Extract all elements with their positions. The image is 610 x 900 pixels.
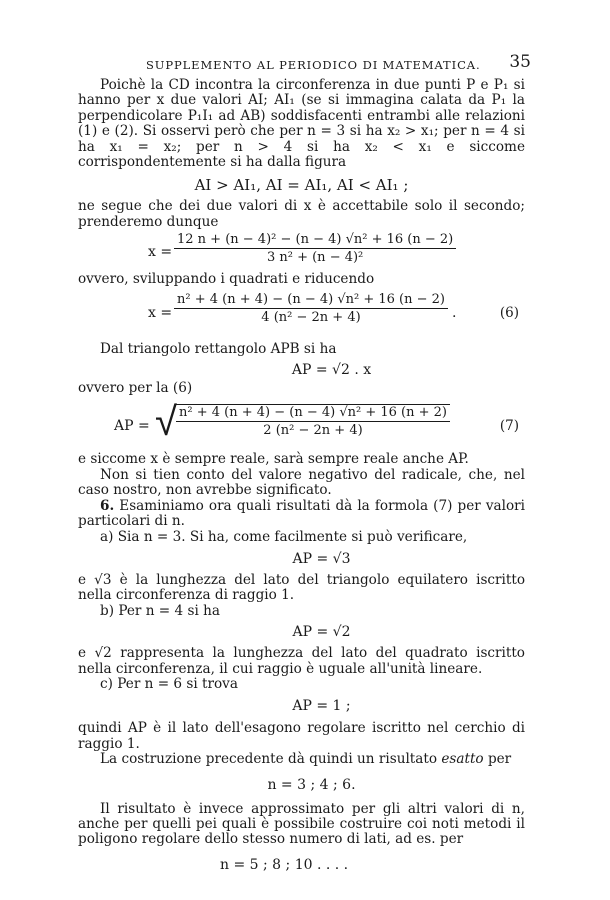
paragraph-4: Dal triangolo rettangolo APB si ha: [100, 340, 337, 357]
exact-values-equation: n = 3 ; 4 ; 6.: [267, 776, 356, 793]
paragraph-10: e √2 rappresenta la lunghezza del lato del quadrato iscritto nella circonferenza, il cui raggio è uguale all'unità lineare.: [78, 645, 525, 677]
journal-title: SUPPLEMENTO AL PERIODICO DI MATEMATICA.: [146, 58, 481, 72]
formula-7-radical-sign: √: [155, 399, 177, 446]
formula-x-first-denominator: 3 n² + (n − 4)²: [266, 250, 364, 266]
case-c: c) Per n = 6 si trova: [100, 675, 238, 692]
formula-7: [78, 399, 525, 450]
paragraph-12-italic: esatto: [441, 751, 484, 768]
page: [78, 52, 531, 873]
formula-7-denominator: 2 (n² − 2n + 4): [263, 423, 363, 439]
section-6-text: Esaminiamo ora quali risultati dà la formola (7) per valori particolari di n.: [78, 497, 525, 530]
case-b: b) Per n = 4 si ha: [100, 602, 220, 619]
formula-6-fraction: [174, 292, 448, 325]
paragraph-5: ovvero per la (6): [78, 380, 193, 397]
paragraph-3: ovvero, sviluppando i quadrati e riducendo: [78, 271, 375, 288]
case-c-equation: AP = 1 ;: [292, 698, 351, 715]
case-a-equation: AP = √3: [292, 550, 351, 567]
formula-x-first-fraction: [174, 232, 456, 265]
formula-x-first: [78, 232, 525, 272]
case-a: a) Sia n = 3. Si ha, come facilmente si può verificare,: [100, 528, 468, 545]
case-b-equation: AP = √2: [292, 624, 351, 641]
paragraph-1: Poichè la CD incontra la circonferenza in due punti P e P₁ si hanno per x due valori AI; AI₁ (se si immagina calata da P₁ la perpendicolare P₁I₁ ad AB) soddisfacenti entrambi alle relazioni (1) e (2). Si osservi però che per n = 3 si ha x₂ > x₁; per n = 4 si ha x₁ = x₂; per n > 4 si ha x₂ < x₁ e siccome corrispondentemente si ha dalla figura: [78, 77, 525, 171]
approx-values-equation: n = 5 ; 8 ; 10 . . . .: [220, 856, 349, 873]
paragraph-11: quindi AP è il lato dell'esagono regolare iscritto nel cerchio di raggio 1.: [78, 720, 525, 752]
formula-6-numerator: n² + 4 (n + 4) − (n − 4) √n² + 16 (n − 2): [174, 292, 448, 309]
equation-number-7: (7): [499, 418, 519, 435]
formula-7-numerator: n² + 4 (n + 4) − (n − 4) √n² + 16 (n + 2): [176, 405, 450, 422]
page-number: 35: [509, 52, 531, 72]
section-6-paragraph: [78, 499, 525, 530]
paragraph-13: Il risultato è invece approssimato per gli altri valori di n, anche per quelli pei quali è possibile costruire coi noti metodi il poligono regolare dello stesso numero di lati, ad es. per: [78, 800, 525, 848]
section-number: 6.: [100, 497, 115, 514]
formula-x-first-numerator: 12 n + (n − 4)² − (n − 4) √n² + 16 (n − 2): [174, 232, 456, 249]
paragraph-12-end: per: [487, 751, 512, 768]
paragraph-6: e siccome x è sempre reale, sarà sempre reale anche AP.: [78, 451, 469, 468]
equation-number-6: (6): [499, 304, 519, 321]
formula-7-fraction: [176, 404, 450, 438]
relations-equation: AI > AI₁, AI = AI₁, AI < AI₁ ;: [194, 176, 409, 195]
paragraph-12: [78, 752, 525, 767]
paragraph-7: Non si tien conto del valore negativo del radicale, che, nel caso nostro, non avrebbe significato.: [78, 466, 525, 499]
formula-6-period: .: [452, 304, 457, 321]
formula-x-first-lhs: x =: [148, 244, 173, 261]
running-header: [78, 52, 531, 74]
paragraph-2: ne segue che dei due valori di x è accettabile solo il secondo; prenderemo dunque: [78, 198, 525, 230]
formula-6-lhs: x =: [148, 304, 173, 321]
formula-6: [78, 292, 525, 334]
paragraph-12-start: La costruzione precedente dà quindi un risultato: [100, 751, 438, 768]
ap-equation: AP = √2 . x: [291, 362, 372, 379]
formula-7-lhs: AP =: [114, 418, 150, 435]
formula-6-denominator: 4 (n² − 2n + 4): [261, 309, 361, 325]
paragraph-9: e √3 è la lunghezza del lato del triangolo equilatero iscritto nella circonferenza di raggio 1.: [78, 571, 525, 604]
